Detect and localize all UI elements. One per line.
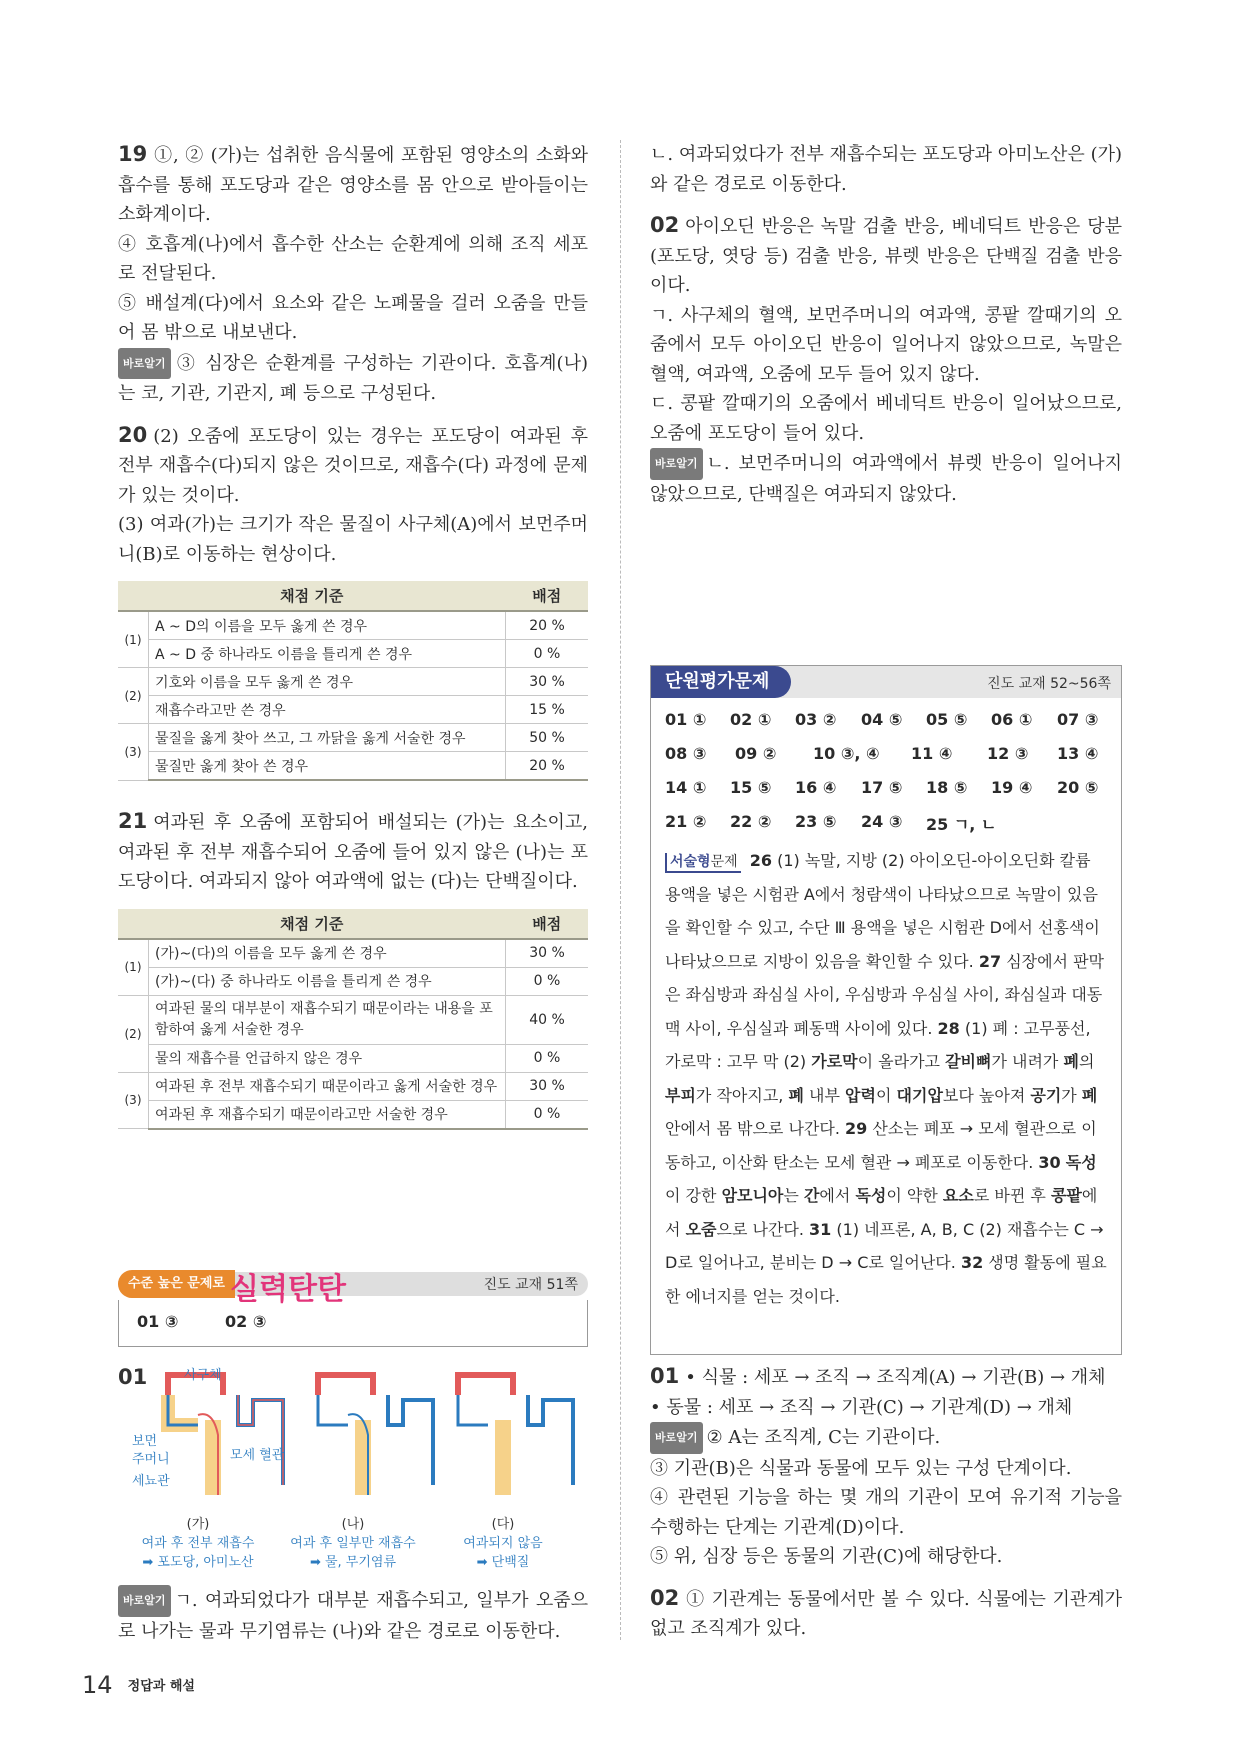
nephron-illustration bbox=[118, 1365, 588, 1515]
question-number: 01 bbox=[118, 1365, 148, 1389]
essay-tag: 서술형문제 bbox=[665, 853, 741, 873]
question-number: 19 bbox=[118, 142, 148, 166]
page-number: 14 bbox=[82, 1671, 113, 1699]
left-column bbox=[118, 140, 588, 1156]
answer-row: 01 ① 02 ① 03 ② 04 ⑤ 05 ⑤ 06 ① 07 ③ bbox=[665, 710, 1099, 729]
skill-title: 실력탄탄 bbox=[230, 1272, 346, 1307]
question-number: 02 bbox=[650, 1585, 680, 1610]
unit-test-box bbox=[650, 665, 1122, 1355]
answer-row: 21 ② 22 ② 23 ⑤ 24 ③ 25 ㄱ, ㄴ bbox=[665, 812, 997, 834]
answer-02: 02 아이오딘 반응은 녹말 검출 반응, 베네딕트 반응은 당분(포도당, 엿당 등) 검출 반응, 뷰렛 반응은 단백질 검출 반응이다. ㄱ. 사구체의 혈액, 보먼주머니의 여과액, 콩팥 깔때기의 오줌에서 모두 아이오딘 반응이 일어나지 않았으므로, 녹말은 혈액, 여과액, 오줌에 모두 들어 있지 않다. ㄷ. 콩팥 깔때기의 오줌에서 베네딕트 반응이 일어났으므로, 오줌에 포도당이 들어 있다. 바로알기 ㄴ. 보먼주머니의 여과액에서 뷰렛 반응이 일어나지 않았으므로, 단백질은 여과되지 않았다. bbox=[650, 213, 1122, 505]
caption-a: (가) 여과 후 전부 재흡수 ➡ 포도당, 아미노산 bbox=[141, 1517, 255, 1570]
correction-tag: 바로알기 bbox=[650, 448, 703, 480]
nephron-c bbox=[458, 1375, 573, 1495]
question-number: 02 bbox=[650, 213, 680, 237]
nephron-diagram bbox=[118, 1365, 588, 1570]
answer-grid bbox=[665, 710, 1111, 846]
nephron-a bbox=[168, 1375, 283, 1495]
footer-title: 정답과 해설 bbox=[127, 1679, 195, 1694]
correction-tag: 바로알기 bbox=[118, 348, 171, 380]
label-tubule: 세뇨관 bbox=[132, 1474, 170, 1489]
caption-b: (나) 여과 후 일부만 재흡수 ➡ 물, 무기염류 bbox=[290, 1517, 416, 1570]
skill-answers: 01 ③ 02 ③ bbox=[118, 1300, 588, 1347]
column-divider bbox=[620, 140, 621, 1640]
label-capillary: 모세 혈관 bbox=[230, 1448, 285, 1463]
answer-01-cont: ㄴ. 여과되었다가 전부 재흡수되는 포도당과 아미노산은 (가)와 같은 경로로 이동한다. bbox=[650, 144, 1122, 195]
answer-20: 20 (2) 오줌에 포도당이 있는 경우는 포도당이 여과된 후 전부 재흡수(다)되지 않은 것이므로, 재흡수(다) 과정에 문제가 있는 것이다. (3) 여과(가)는 크기가 작은 물질이 사구체(A)에서 보먼주머니(B)로 이동하는 현상이다. bbox=[118, 422, 588, 565]
nephron-b bbox=[318, 1375, 433, 1495]
skill-section bbox=[118, 1270, 588, 1350]
question-number: 21 bbox=[118, 809, 148, 833]
answer-01: 01 • 식물 : 세포 → 조직 → 조직계(A) → 기관(B) → 개체 • 동물 : 세포 → 조직 → 기관(C) → 기관계(D) → 개체 바로알기 ② A는 조직계, C는 기관이다. ③ 기관(B)은 식물과 동물에 모두 있는 구성 단계이다. ④ 관련된 기능을 하는 몇 개의 기관이 모여 유기적 기능을 수행하는 단계는 기관계(D)이다. ⑤ 위, 심장 등은 동물의 기관(C)에 해당한다. bbox=[650, 1364, 1122, 1567]
label-bowman: 보먼 주머니 bbox=[132, 1434, 170, 1467]
right-column bbox=[650, 140, 1122, 521]
scoring-table-21: 채점 기준 배점 (1) (가)~(다)의 이름을 모두 옳게 쓴 경우 30 % (가)~(다) 중 하나라도 이름을 틀리게 쓴 경우 0 % (2) 여과된 물의 대부분이 재흡수되기 때문이라는 내용을 포함하여 옳게 서술한 경우 40 % 물의 재흡수를 언급하지 않은 경우 0 % (3) 여과된 후 전부 재흡수되기 때문이라고 옳게 서술한 경우 30 % 여과된 후 재흡수되기 때문이라고만 서술한 경우 0 % bbox=[118, 909, 588, 1130]
answer-02b: 02 ① 기관계는 동물에서만 볼 수 있다. 식물에는 기관계가 없고 조직계가 있다. bbox=[650, 1585, 1122, 1639]
correction-tag: 바로알기 bbox=[118, 1585, 171, 1617]
question-number: 01 bbox=[650, 1364, 680, 1388]
skill-page-ref: 진도 교재 51쪽 bbox=[483, 1277, 578, 1293]
answer-21: 21 여과된 후 오줌에 포함되어 배설되는 (가)는 요소이고, 여과된 후 전부 재흡수되어 오줌에 들어 있지 않은 (나)는 포도당이다. 여과되지 않아 여과액에 없는 (다)는 단백질이다. bbox=[118, 809, 588, 892]
scoring-table-20: 채점 기준 배점 (1) A ~ D의 이름을 모두 옳게 쓴 경우 20 % A ~ D 중 하나라도 이름을 틀리게 쓴 경우 0 % (2) 기호와 이름을 모두 옳게 쓴 경우 30 % 재흡수라고만 쓴 경우 15 % (3) 물질을 옳게 찾아 쓰고, 그 까닭을 옳게 서술한 경우 50 % 물질만 옳게 찾아 쓴 경우 20 % bbox=[118, 581, 588, 781]
correction-tag: 바로알기 bbox=[650, 1422, 703, 1454]
essay-answers: 서술형문제 26 (1) 녹말, 지방 (2) 아이오딘-아이오딘화 칼륨 용액을 넣은 시험관 A에서 청람색이 나타났으므로 녹말이 있음을 확인할 수 있고, 수단 Ⅲ 용액을 넣은 시험관 D에서 선홍색이 나타났으므로 지방이 있음을 확인할 수 있다. 27 심장에서 판막은 좌심방과 좌심실 사이, 우심방과 우심실 사이, 좌심실과 대동맥 사이, 우심실과 폐동맥 사이에 있다. 28 (1) 폐 : 고무풍선, 가로막 : 고무 막 (2) 가로막이 올라가고 갈비뼈가 내려가 폐의 부피가 작아지고, 폐 내부 압력이 대기압보다 높아져 공기가 폐 안에서 몸 밖으로 나간다. 29 산소는 폐포 → 모세 혈관으로 이동하고, 이산화 탄소는 모세 혈관 → 폐포로 이동한다. 30 독성이 강한 암모니아는 간에서 독성이 약한 요소로 바뀐 후 콩팥에서 오줌으로 나간다. 31 (1) 네프론, A, B, C (2) 재흡수는 C → D로 일어나고, 분비는 D → C로 일어난다. 32 생명 활동에 필요한 에너지를 얻는 것이다. bbox=[665, 851, 1107, 1306]
unit-page-ref: 진도 교재 52~56쪽 bbox=[987, 676, 1111, 692]
answer-19: 19 ①, ② (가)는 섭취한 음식물에 포함된 영양소의 소화와 흡수를 통해 포도당과 같은 영양소를 몸 안으로 받아들이는 소화계이다. ④ 호흡계(나)에서 흡수한 산소는 순환계에 의해 조직 세포로 전달된다. ⑤ 배설계(다)에서 요소와 같은 노폐물을 걸러 오줌을 만들어 몸 밖으로 내보낸다. 바로알기 ③ 심장은 순환계를 구성하는 기관이다. 호흡계(나)는 코, 기관, 기관지, 폐 등으로 구성된다. bbox=[118, 142, 588, 404]
caption-c: (다) 여과되지 않음 ➡ 단백질 bbox=[463, 1517, 543, 1570]
answers-01-02 bbox=[650, 1362, 1122, 1656]
answer-row: 14 ① 15 ⑤ 16 ④ 17 ⑤ 18 ⑤ 19 ④ 20 ⑤ bbox=[665, 778, 1099, 797]
answer-row: 08 ③ 09 ② 10 ③, ④ 11 ④ 12 ③ 13 ④ bbox=[665, 744, 1099, 763]
label-glomerulus: 사구체 bbox=[184, 1368, 222, 1383]
answer-01-note: 바로알기 ㄱ. 여과되었다가 대부분 재흡수되고, 일부가 오줌으로 나가는 물과 무기염류는 (나)와 같은 경로로 이동한다. bbox=[118, 1585, 588, 1646]
page-footer bbox=[82, 1671, 195, 1699]
skill-label: 수준 높은 문제로 bbox=[118, 1270, 235, 1298]
question-number: 20 bbox=[118, 422, 148, 447]
unit-title: 단원평가문제 bbox=[651, 666, 791, 698]
